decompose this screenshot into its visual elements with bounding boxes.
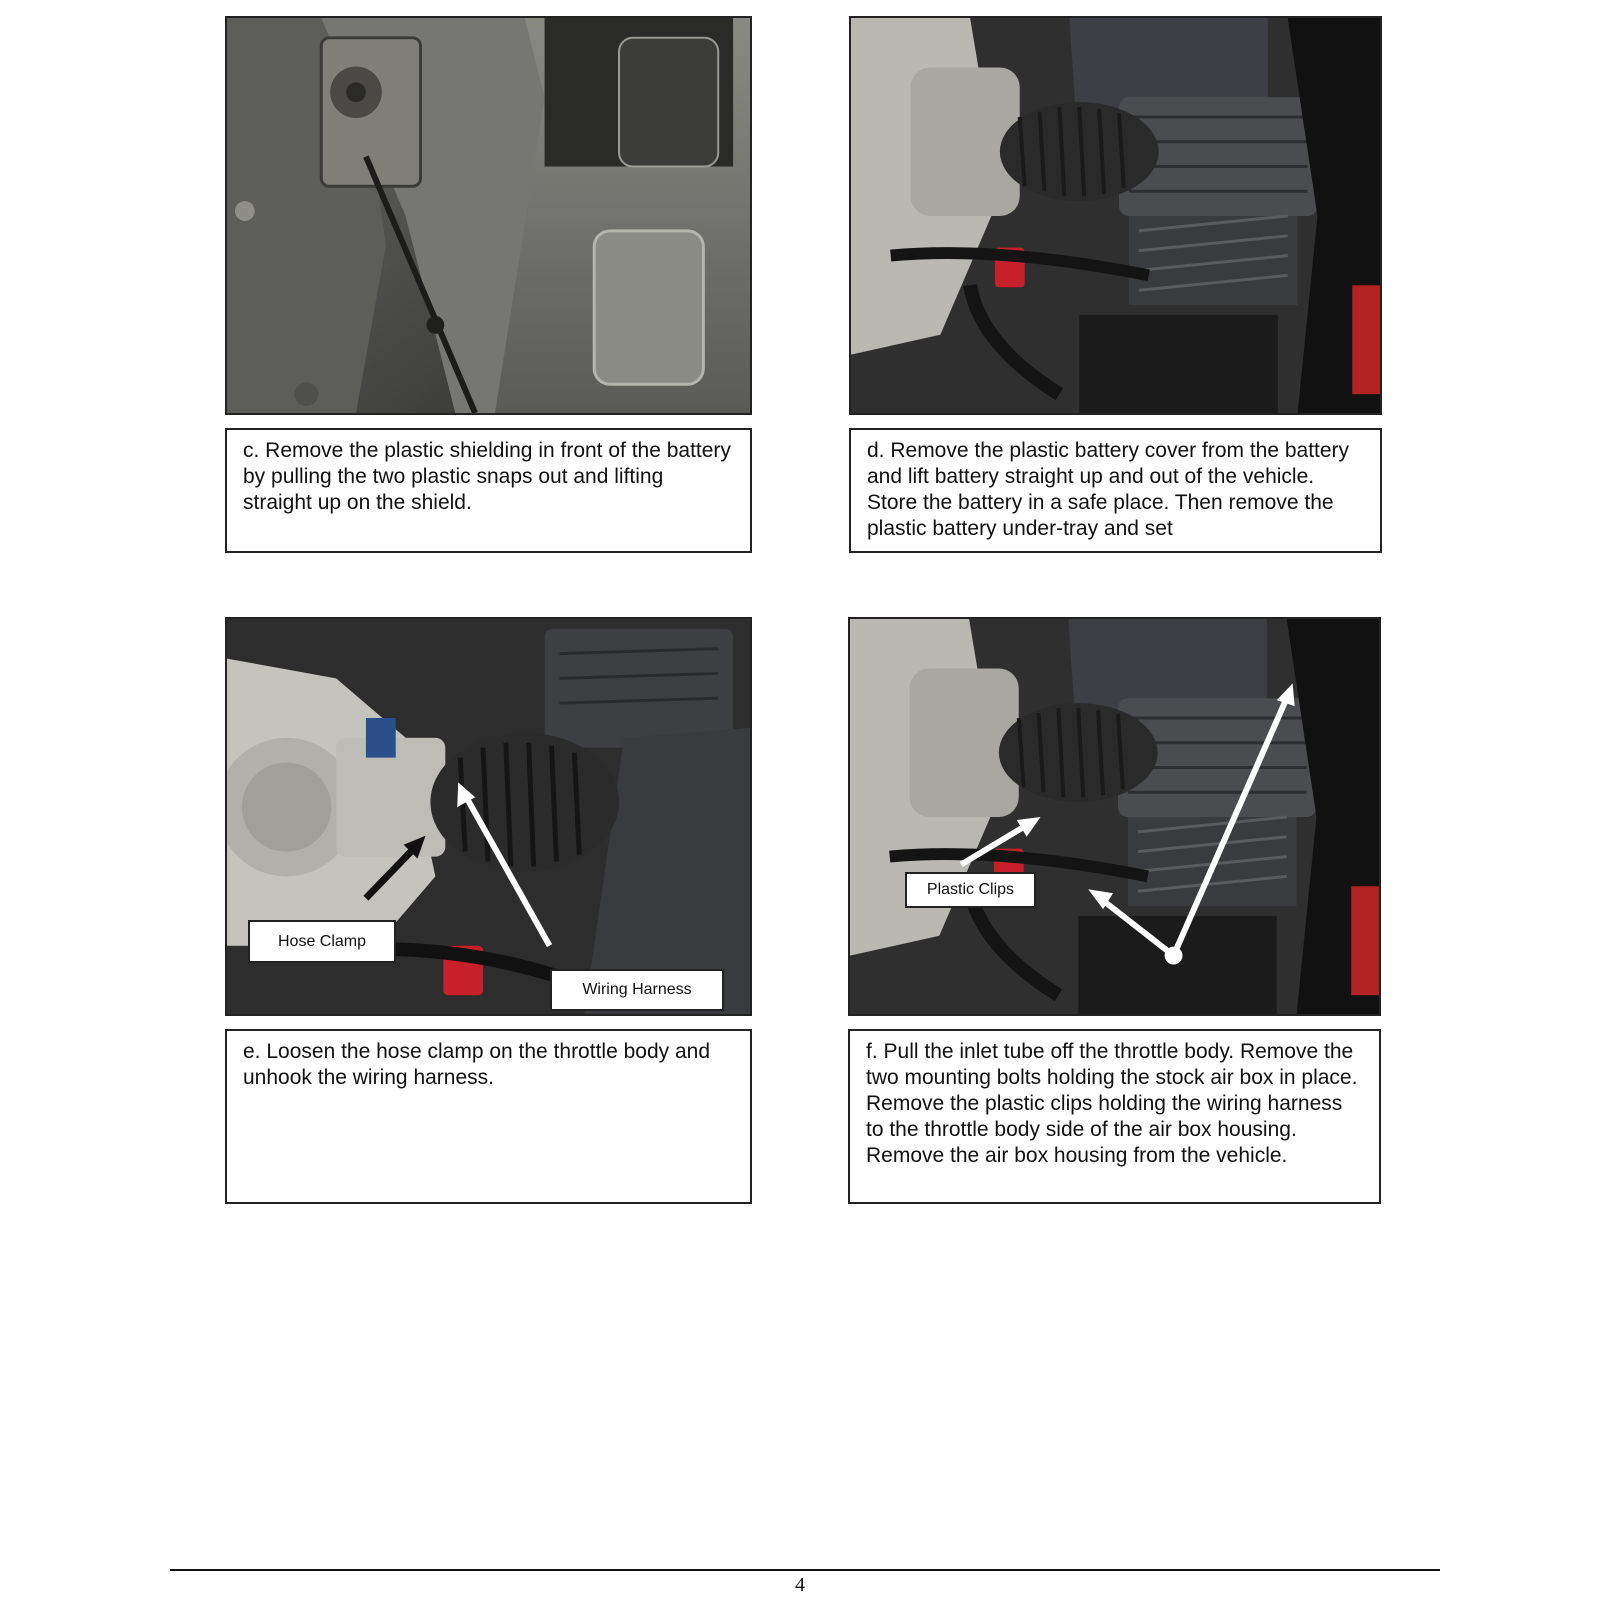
caption-step-e: e. Loosen the hose clamp on the throttle body and unhook the wiring harness.	[225, 1029, 752, 1204]
air-box-photo	[848, 617, 1381, 1016]
battery-shield-photo	[225, 16, 752, 415]
callout-wiring-harness: Wiring Harness	[550, 969, 724, 1011]
caption-step-f: f. Pull the inlet tube off the throttle body. Remove the two mounting bolts holding the stock air box in place. Remove the plastic clips holding the wiring harness to the throttle body side of the air box housing. Remove the air box housing from the vehicle.	[848, 1029, 1381, 1204]
engine-bay-photo	[849, 16, 1382, 415]
footer-rule	[170, 1569, 1440, 1571]
page-number: 4	[795, 1574, 805, 1596]
caption-step-c: c. Remove the plastic shielding in front of the battery by pulling the two plastic snaps out and lifting straight up on the shield.	[225, 428, 752, 553]
caption-step-d: d. Remove the plastic battery cover from the battery and lift battery straight up and out of the vehicle. Store the battery in a safe place. Then remove the plastic battery under-tray and set	[849, 428, 1382, 553]
callout-hose-clamp: Hose Clamp	[248, 920, 396, 963]
callout-plastic-clips: Plastic Clips	[905, 872, 1036, 908]
